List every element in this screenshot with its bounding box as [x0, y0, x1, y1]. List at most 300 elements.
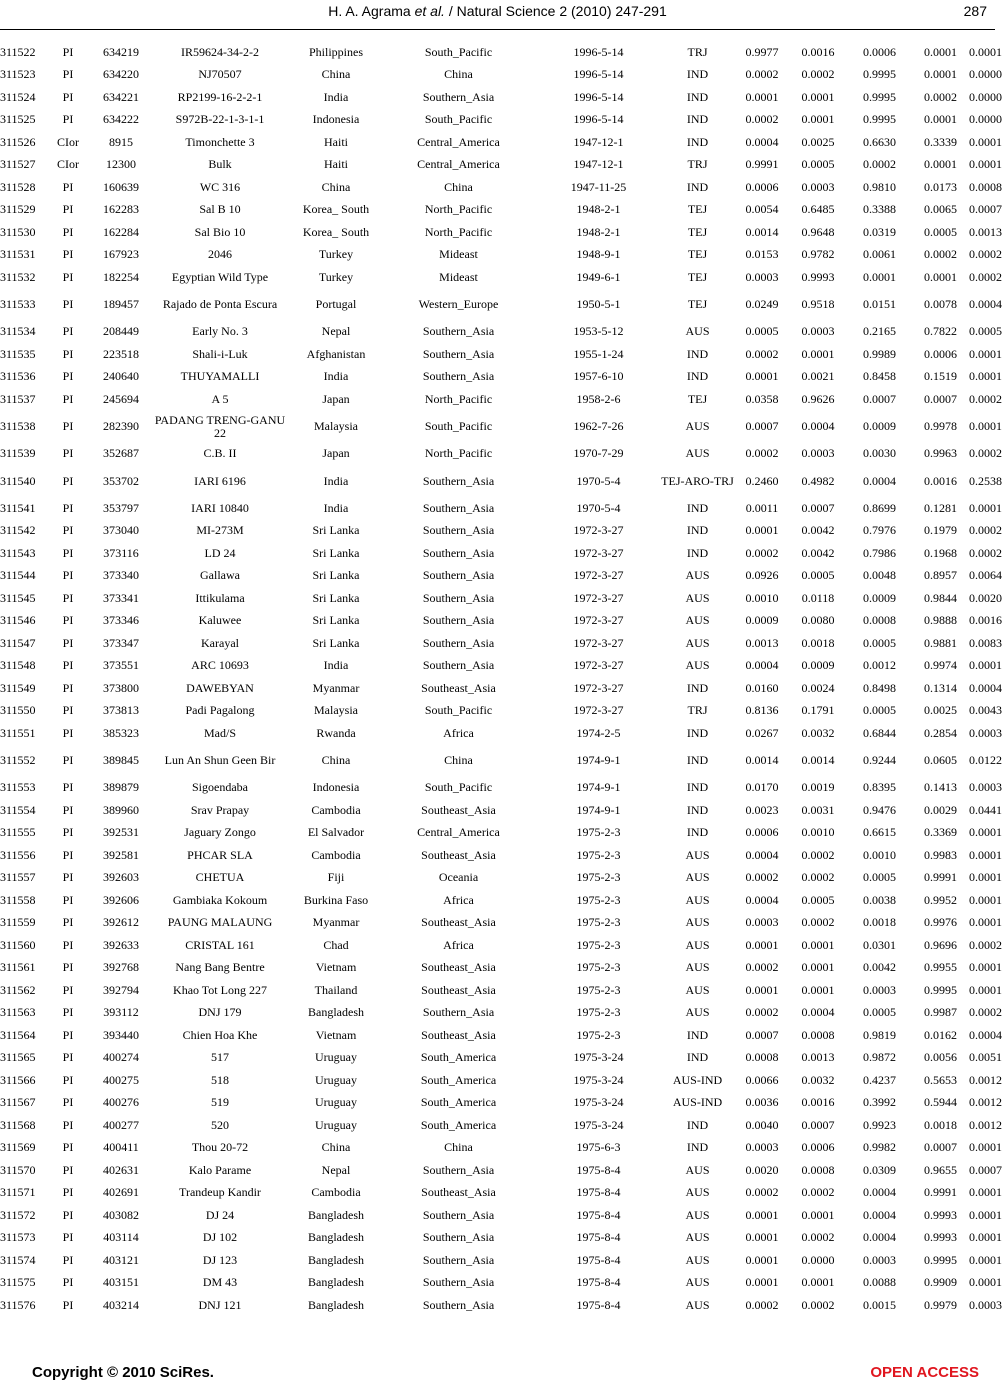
table-cell: 311566	[0, 1072, 36, 1087]
table-cell: China	[321, 67, 351, 82]
table-cell: 311559	[0, 915, 36, 930]
table-cell: 0.0008	[745, 1050, 779, 1065]
page-footer	[0, 1362, 995, 1386]
table-cell: 0.0001	[863, 269, 896, 284]
table-cell: IND	[686, 134, 709, 149]
table-cell: Nepal	[321, 324, 351, 339]
table-row	[0, 64, 995, 87]
table-cell: 0.0002	[745, 870, 779, 885]
table-cell: 0.0014	[745, 224, 779, 239]
table-cell: PI	[62, 202, 74, 217]
table-cell: 1972-3-27	[573, 703, 624, 718]
table-cell: Sal B 10	[199, 202, 241, 217]
table-cell: Kaluwee	[198, 613, 242, 628]
table-cell: 1975-2-3	[576, 1027, 621, 1042]
table-cell: 0.0005	[863, 635, 896, 650]
table-cell: AUS	[685, 1162, 710, 1177]
table-row	[0, 1182, 995, 1205]
table-row	[0, 677, 995, 700]
table-cell: 0.0043	[969, 703, 1002, 718]
table-cell: S972B-22-1-3-1-1	[175, 112, 265, 127]
table-cell: 0.0006	[924, 346, 957, 361]
table-cell: Egyptian Wild Type	[171, 269, 269, 284]
table-cell: 1947-11-25	[570, 179, 627, 194]
table-cell: 392768	[103, 960, 139, 975]
table-cell: 1975-2-3	[576, 1005, 621, 1020]
table-cell: AUS	[685, 658, 710, 673]
table-cell: China	[444, 753, 473, 767]
table-cell: 1996-5-14	[573, 44, 624, 59]
table-cell: 403121	[103, 1252, 139, 1267]
table-cell: Southeast_Asia	[421, 1027, 496, 1042]
table-cell: TEJ	[687, 224, 708, 239]
table-cell: 0.9696	[924, 937, 957, 952]
table-cell: Africa	[443, 725, 474, 740]
table-cell: 311530	[0, 224, 36, 239]
table-cell: 403151	[103, 1275, 139, 1290]
table-cell: 373116	[103, 545, 139, 560]
table-cell: IND	[686, 112, 709, 127]
table-cell: PI	[62, 391, 74, 406]
table-cell: 0.0042	[801, 523, 835, 538]
table-cell: Southeast_Asia	[421, 802, 496, 817]
table-cell: India	[323, 473, 349, 488]
table-cell: 0.2854	[924, 725, 957, 740]
table-cell: 0.0001	[969, 1140, 1002, 1155]
table-cell: 0.0008	[801, 1162, 835, 1177]
table-cell: Southeast_Asia	[421, 1185, 496, 1200]
table-cell: 0.0309	[863, 1162, 896, 1177]
table-cell: PI	[62, 297, 74, 311]
table-cell: 389960	[103, 802, 139, 817]
table-cell: 0.0001	[924, 112, 957, 127]
table-cell: 311547	[0, 635, 36, 650]
table-cell: 0.8699	[863, 500, 896, 515]
table-cell: 0.0007	[745, 1027, 779, 1042]
table-cell: 1996-5-14	[573, 112, 624, 127]
table-cell: PI	[62, 112, 74, 127]
table-cell: 0.0003	[863, 1252, 896, 1267]
table-cell: Gambiaka Kokoum	[172, 892, 268, 907]
table-cell: Korea_ South	[302, 224, 370, 239]
table-cell: South_Pacific	[424, 703, 493, 718]
table-row	[0, 700, 995, 723]
table-cell: 0.9518	[801, 297, 835, 311]
table-cell: 0.9983	[924, 847, 957, 862]
table-cell: 311541	[0, 500, 36, 515]
table-cell: 0.0036	[745, 1095, 779, 1110]
table-cell: 1948-2-1	[576, 202, 621, 217]
table-cell: PI	[62, 825, 74, 840]
table-cell: TEJ	[687, 391, 708, 406]
table-cell: Gallawa	[200, 568, 240, 583]
table-cell: 0.8395	[863, 780, 896, 795]
table-cell: 0.0001	[745, 937, 779, 952]
table-cell: 0.0001	[969, 915, 1002, 930]
table-cell: PI	[62, 1185, 74, 1200]
table-cell: Chad	[323, 937, 349, 952]
table-cell: 0.0002	[924, 89, 957, 104]
table-cell: Turkey	[318, 269, 354, 284]
table-cell: THUYAMALLI	[180, 369, 260, 384]
table-cell: 0.0002	[801, 67, 835, 82]
table-cell: 1955-1-24	[573, 346, 624, 361]
table-cell: TEJ	[687, 247, 708, 262]
table-cell: 0.0007	[745, 419, 779, 433]
table-cell: 389845	[103, 753, 139, 767]
table-cell: 0.9995	[924, 982, 957, 997]
table-cell: Central_America	[417, 134, 500, 149]
table-cell: TEJ-ARO-TRJ	[661, 473, 734, 488]
table-cell: North_Pacific	[424, 202, 493, 217]
table-cell: A 5	[211, 391, 229, 406]
table-cell: 311543	[0, 545, 36, 560]
table-cell: 0.0042	[801, 545, 835, 560]
table-cell: 0.0010	[801, 825, 835, 840]
table-row	[0, 745, 995, 777]
table-cell: 392794	[103, 982, 139, 997]
table-cell: Southern_Asia	[422, 568, 495, 583]
table-cell: 311535	[0, 346, 36, 361]
table-cell: 1975-2-3	[576, 825, 621, 840]
table-cell: North_Pacific	[424, 224, 493, 239]
table-cell: Sri Lanka	[312, 613, 360, 628]
table-cell: 162284	[103, 224, 139, 239]
table-cell: 0.0004	[969, 1027, 1002, 1042]
table-cell: 311575	[0, 1275, 36, 1290]
table-cell: 0.9888	[924, 613, 957, 628]
table-row	[0, 1069, 995, 1092]
table-cell: 0.9974	[924, 658, 957, 673]
table-cell: 1972-3-27	[573, 658, 624, 673]
table-cell: South_America	[420, 1072, 497, 1087]
table-cell: 0.0018	[924, 1117, 957, 1132]
table-cell: 0.0003	[801, 324, 835, 339]
table-cell: 0.0001	[969, 892, 1002, 907]
table-cell: Central_America	[417, 825, 500, 840]
table-cell: 634219	[103, 44, 139, 59]
table-cell: 0.0001	[924, 157, 957, 172]
table-cell: 0.0002	[969, 247, 1002, 262]
table-cell: 0.7986	[863, 545, 896, 560]
table-cell: Southern_Asia	[422, 500, 495, 515]
table-row	[0, 343, 995, 366]
table-cell: 0.0005	[801, 568, 835, 583]
table-row	[0, 109, 995, 132]
table-cell: 208449	[103, 324, 139, 339]
table-cell: 0.0002	[801, 915, 835, 930]
table-cell: AUS	[685, 1275, 710, 1290]
table-cell: PI	[62, 960, 74, 975]
table-row	[0, 565, 995, 588]
table-cell: 353702	[103, 473, 139, 488]
table-cell: 0.0003	[745, 915, 779, 930]
table-cell: 1975-3-24	[573, 1050, 624, 1065]
table-cell: 0.0054	[745, 202, 779, 217]
table-cell: 400277	[103, 1117, 139, 1132]
table-cell: 1947-12-1	[573, 157, 624, 172]
table-cell: 0.0024	[801, 680, 835, 695]
table-cell: PI	[62, 613, 74, 628]
table-cell: 0.9872	[863, 1050, 896, 1065]
table-cell: 0.0000	[801, 1252, 835, 1267]
table-cell: 0.0319	[863, 224, 896, 239]
table-cell: 0.9476	[863, 802, 896, 817]
table-cell: 0.0001	[745, 89, 779, 104]
table-cell: IND	[686, 825, 709, 840]
running-title	[0, 3, 995, 19]
table-cell: PI	[62, 568, 74, 583]
table-cell: Jaguary Zongo	[184, 825, 256, 840]
table-cell: 403082	[103, 1207, 139, 1222]
table-cell: 1975-2-3	[576, 982, 621, 997]
table-cell: Southern_Asia	[422, 473, 495, 488]
table-cell: 1996-5-14	[573, 67, 624, 82]
table-cell: IND	[686, 753, 709, 767]
table-cell: 0.0001	[969, 157, 1002, 172]
table-cell: 373341	[103, 590, 139, 605]
table-cell: 0.9993	[924, 1207, 957, 1222]
table-cell: 0.8458	[863, 369, 896, 384]
table-row	[0, 655, 995, 678]
table-cell: Southeast_Asia	[421, 847, 496, 862]
table-cell: 0.2460	[745, 473, 779, 488]
table-row	[0, 388, 995, 411]
table-cell: 1972-3-27	[573, 613, 624, 628]
table-cell: 0.0004	[801, 419, 835, 433]
table-cell: 0.3992	[863, 1095, 896, 1110]
table-cell: PI	[62, 1275, 74, 1290]
table-cell: PI	[62, 67, 74, 82]
table-cell: PI	[62, 915, 74, 930]
table-cell: 392581	[103, 847, 139, 862]
table-cell: 0.3339	[924, 134, 957, 149]
table-cell: 0.0001	[969, 1185, 1002, 1200]
table-cell: 311556	[0, 847, 36, 862]
running-title-et-al: et al.	[414, 3, 445, 19]
table-cell: TEJ	[687, 202, 708, 217]
table-cell: 245694	[103, 391, 139, 406]
table-cell: Southern_Asia	[422, 613, 495, 628]
table-cell: 0.0001	[969, 369, 1002, 384]
table-cell: 0.0001	[801, 1275, 835, 1290]
table-cell: 373800	[103, 680, 139, 695]
table-cell: South_America	[420, 1117, 497, 1132]
table-cell: 0.0249	[745, 297, 779, 311]
table-cell: Trandeup Kandir	[179, 1185, 261, 1200]
table-cell: Southern_Asia	[422, 523, 495, 538]
table-cell: AUS	[685, 1207, 710, 1222]
table-cell: Padi Pagalong	[185, 703, 255, 718]
table-cell: 0.0002	[745, 67, 779, 82]
table-cell: 0.0006	[801, 1140, 835, 1155]
table-cell: 1958-2-6	[576, 391, 621, 406]
table-cell: AUS	[685, 590, 710, 605]
table-cell: 0.0008	[863, 613, 896, 628]
table-cell: 0.1413	[924, 780, 957, 795]
table-cell: Central_America	[417, 157, 500, 172]
table-cell: AUS	[685, 613, 710, 628]
table-cell: 0.0007	[801, 1117, 835, 1132]
table-row	[0, 1114, 995, 1137]
table-cell: 0.0002	[801, 870, 835, 885]
running-title-journal: / Natural Science 2 (2010) 247-291	[444, 3, 667, 19]
table-cell: AUS	[685, 1252, 710, 1267]
table-cell: Uruguay	[315, 1072, 357, 1087]
table-cell: 1975-8-4	[576, 1275, 621, 1290]
table-cell: IND	[686, 89, 709, 104]
table-cell: 0.0004	[863, 1185, 896, 1200]
table-cell: AUS	[685, 915, 710, 930]
table-cell: 0.0014	[801, 753, 835, 767]
table-cell: China	[444, 67, 473, 82]
table-cell: PI	[62, 44, 74, 59]
table-cell: IARI 10840	[191, 500, 249, 515]
table-cell: 0.0170	[745, 780, 779, 795]
table-cell: 0.0001	[801, 937, 835, 952]
table-cell: Uruguay	[315, 1095, 357, 1110]
table-cell: 311528	[0, 179, 36, 194]
table-row	[0, 722, 995, 745]
table-cell: China	[444, 1140, 473, 1155]
table-cell: 1953-5-12	[573, 324, 624, 339]
table-cell: PI	[62, 780, 74, 795]
table-cell: 0.9819	[863, 1027, 896, 1042]
table-cell: 0.0021	[801, 369, 835, 384]
table-cell: 0.0926	[745, 568, 779, 583]
table-cell: 0.0001	[801, 960, 835, 975]
table-cell: 0.0051	[969, 1050, 1002, 1065]
table-cell: Sri Lanka	[312, 635, 360, 650]
table-cell: Nang Bang Bentre	[175, 960, 265, 975]
table-cell: 0.2165	[863, 324, 896, 339]
table-cell: RP2199-16-2-2-1	[177, 89, 263, 104]
table-cell: 402631	[103, 1162, 139, 1177]
table-cell: 0.0002	[801, 1297, 835, 1312]
table-cell: 0.1968	[924, 545, 957, 560]
table-cell: 0.0066	[745, 1072, 779, 1087]
table-cell: Bangladesh	[308, 1297, 364, 1312]
table-cell: Southern_Asia	[422, 545, 495, 560]
table-cell: 0.0000	[969, 67, 1002, 82]
table-cell: 223518	[103, 346, 139, 361]
table-row	[0, 154, 995, 177]
table-cell: South_Pacific	[424, 44, 493, 59]
table-cell: 0.6615	[863, 825, 896, 840]
table-cell: 0.1281	[924, 500, 957, 515]
table-cell: 0.7976	[863, 523, 896, 538]
table-cell: PI	[62, 725, 74, 740]
table-cell: 0.0001	[745, 1252, 779, 1267]
table-cell: 0.0016	[969, 613, 1002, 628]
table-cell: 0.0012	[863, 658, 896, 673]
open-access-label: OPEN ACCESS	[870, 1364, 979, 1381]
table-cell: 1975-6-3	[576, 1140, 621, 1155]
table-cell: PI	[62, 753, 74, 767]
table-cell: 373346	[103, 613, 139, 628]
table-cell: AUS	[685, 1297, 710, 1312]
table-cell: PI	[62, 703, 74, 718]
table-cell: Southern_Asia	[422, 1162, 495, 1177]
table-cell: 1974-2-5	[576, 725, 621, 740]
table-cell: 1972-3-27	[573, 545, 624, 560]
table-cell: PI	[62, 179, 74, 194]
table-cell: 0.9782	[801, 247, 835, 262]
table-cell: Southern_Asia	[422, 1297, 495, 1312]
table-cell: 0.8498	[863, 680, 896, 695]
table-cell: DNJ 179	[198, 1005, 242, 1020]
table-cell: Sri Lanka	[312, 545, 360, 560]
table-cell: 0.0088	[863, 1275, 896, 1290]
table-cell: 0.9963	[924, 446, 957, 461]
table-cell: PI	[62, 324, 74, 339]
table-cell: 0.0009	[863, 590, 896, 605]
table-cell: Philippines	[308, 44, 363, 59]
table-cell: 0.0009	[863, 419, 896, 433]
table-cell: PI	[62, 892, 74, 907]
table-cell: 0.6844	[863, 725, 896, 740]
table-cell: Southern_Asia	[422, 1005, 495, 1020]
table-cell: Oceania	[438, 870, 479, 885]
table-cell: Turkey	[318, 247, 354, 262]
table-cell: 311532	[0, 269, 36, 284]
table-cell: PI	[62, 982, 74, 997]
table-cell: 0.0005	[924, 224, 957, 239]
table-row	[0, 199, 995, 222]
table-cell: CIor	[57, 134, 79, 149]
table-cell: Kalo Parame	[188, 1162, 252, 1177]
table-cell: 0.9955	[924, 960, 957, 975]
table-cell: 0.0004	[745, 134, 779, 149]
table-cell: 0.9978	[924, 419, 957, 433]
table-cell: 0.0007	[969, 1162, 1002, 1177]
table-cell: PI	[62, 346, 74, 361]
table-cell: TEJ	[687, 297, 708, 311]
table-row	[0, 465, 995, 497]
table-cell: 0.0040	[745, 1117, 779, 1132]
table-row	[0, 443, 995, 466]
table-row	[0, 221, 995, 244]
table-cell: IND	[686, 680, 709, 695]
table-cell: 1975-2-3	[576, 892, 621, 907]
table-cell: PI	[62, 545, 74, 560]
table-cell: 0.9993	[801, 269, 835, 284]
table-cell: Mideast	[439, 269, 478, 284]
table-cell: 400411	[103, 1140, 139, 1155]
table-cell: 373551	[103, 658, 139, 673]
table-cell: 517	[211, 1050, 229, 1065]
table-cell: South_Pacific	[424, 112, 493, 127]
table-cell: PI	[62, 369, 74, 384]
table-cell: Sri Lanka	[312, 568, 360, 583]
table-cell: 0.9995	[863, 112, 896, 127]
table-cell: Shali-i-Luk	[192, 346, 248, 361]
table-cell: 0.0002	[745, 112, 779, 127]
table-cell: 1949-6-1	[576, 269, 621, 284]
table-cell: TEJ	[687, 269, 708, 284]
table-cell: 0.0006	[863, 44, 896, 59]
table-cell: 634220	[103, 67, 139, 82]
table-cell: Southeast_Asia	[421, 982, 496, 997]
table-cell: 311527	[0, 157, 36, 172]
table-cell: 0.9244	[863, 753, 896, 767]
table-cell: IND	[686, 1140, 709, 1155]
table-cell: 311529	[0, 202, 36, 217]
table-cell: 1975-8-4	[576, 1185, 621, 1200]
table-cell: PI	[62, 1297, 74, 1312]
table-cell: 1975-8-4	[576, 1207, 621, 1222]
table-row	[0, 520, 995, 543]
